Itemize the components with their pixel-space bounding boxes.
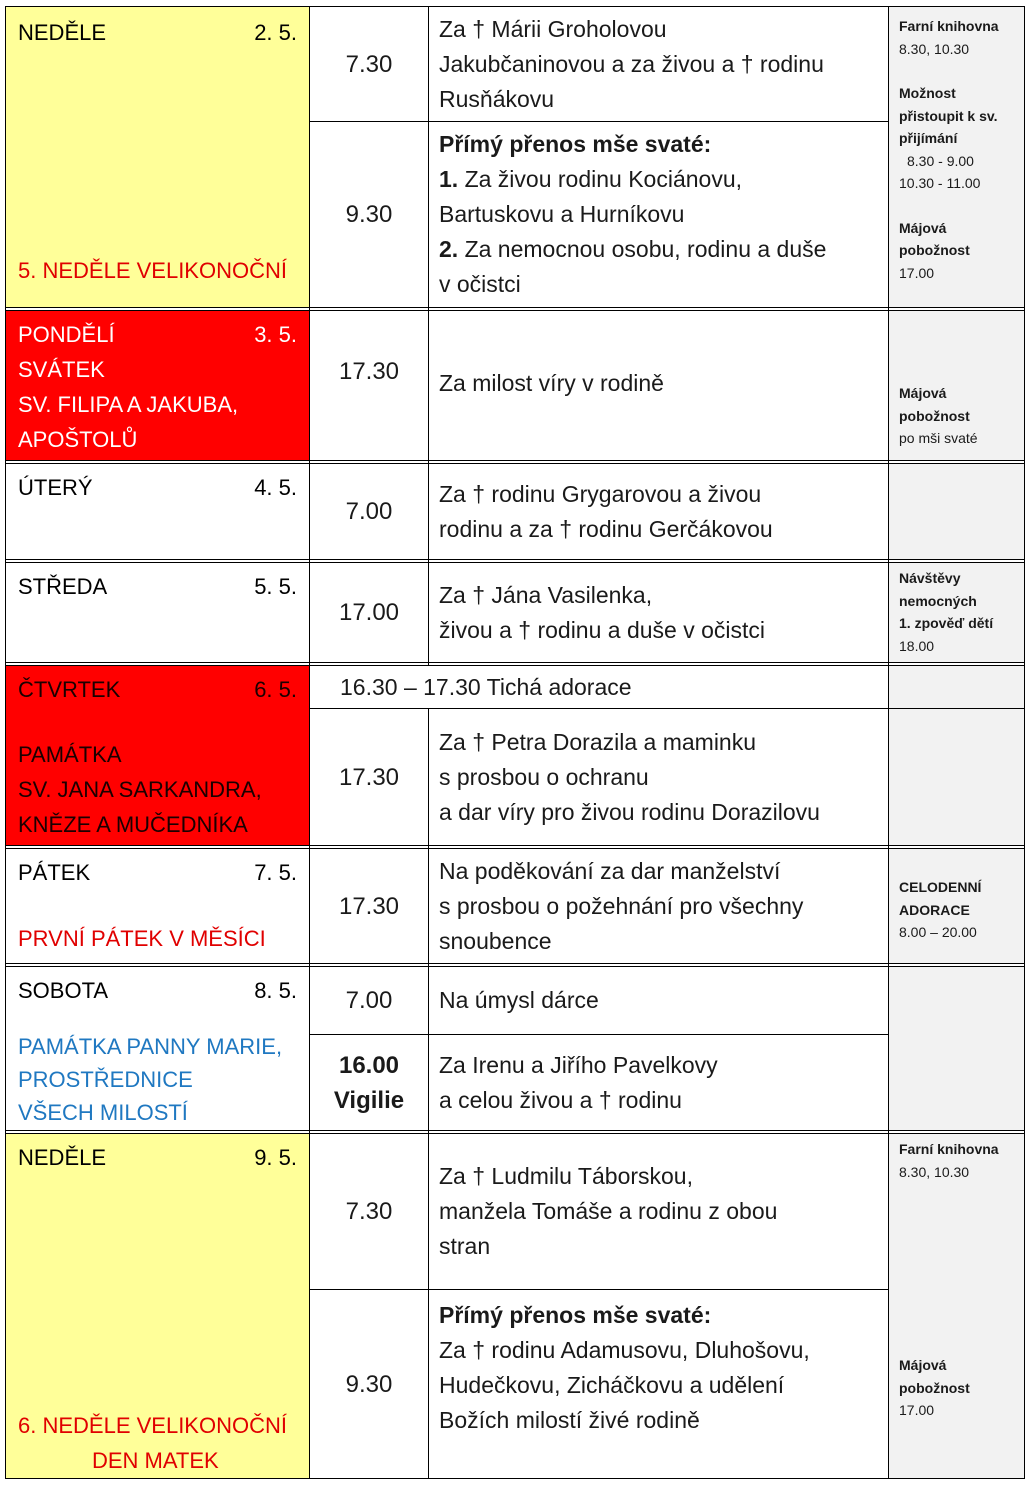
note-title: pobožnost bbox=[899, 242, 970, 258]
day-name: STŘEDA bbox=[18, 574, 108, 599]
day-cell-friday-7-5 bbox=[6, 849, 309, 963]
day-name: SOBOTA bbox=[18, 978, 109, 1003]
row-divider bbox=[5, 559, 1025, 560]
intention-line: Za † rodinu Grygarovou a živou bbox=[439, 480, 762, 507]
mass-time-text: 17.30 bbox=[338, 763, 400, 791]
note-value: 17.00 bbox=[899, 264, 935, 281]
day-cell-tuesday-4-5 bbox=[6, 464, 309, 559]
note-title: přistoupit k sv. bbox=[899, 107, 998, 124]
mass-time bbox=[310, 311, 428, 431]
day-date: 8. 5. bbox=[254, 978, 297, 1003]
day-name: NEDĚLE bbox=[18, 1145, 107, 1170]
note-value: 10.30 - 11.00 bbox=[899, 175, 981, 191]
note-value: 8.30 - 9.00 bbox=[907, 152, 974, 169]
row-divider bbox=[5, 845, 1025, 846]
intention-line: Hudečkovu, Zicháčkovu a udělení bbox=[439, 1372, 785, 1398]
row-divider bbox=[5, 665, 1025, 666]
day-cell-sunday-9-5 bbox=[6, 1134, 309, 1478]
day-cell-wednesday-5-5 bbox=[6, 563, 309, 662]
column-divider bbox=[428, 708, 429, 1479]
item-text: Za živou rodinu Kociánovu, bbox=[464, 166, 743, 192]
intention-line: Za † rodinu Adamusovu, Dluhošovu, bbox=[439, 1337, 810, 1363]
row-divider bbox=[5, 307, 1025, 308]
mass-time bbox=[310, 7, 428, 121]
intention-line: a dar víry pro živou rodinu Dorazilovu bbox=[439, 798, 820, 825]
note-title: Možnost bbox=[899, 85, 956, 101]
note-title: nemocných bbox=[899, 592, 977, 609]
mass-time bbox=[310, 563, 428, 662]
liturgical-note: DEN MATEK bbox=[92, 1448, 219, 1473]
mass-time-text: 9.30 bbox=[345, 201, 393, 228]
intention-line: Jakubčaninovou a za živou a † rodinu bbox=[439, 50, 824, 77]
mass-intention bbox=[429, 967, 888, 1034]
mass-time-text: 7.00 bbox=[345, 498, 393, 525]
intention-item bbox=[439, 232, 878, 267]
day-name: PONDĚLÍ bbox=[18, 322, 115, 347]
mass-time-text: 17.30 bbox=[338, 357, 400, 385]
liturgical-note: VŠECH MILOSTÍ bbox=[18, 1100, 188, 1125]
column-divider bbox=[888, 6, 889, 1479]
side-notes bbox=[889, 1134, 1024, 1478]
liturgical-note: PROSTŘEDNICE bbox=[18, 1067, 193, 1092]
day-cell-sunday-2-5 bbox=[6, 7, 309, 307]
mass-time-text: 9.30 bbox=[345, 1370, 393, 1398]
liturgical-note: SV. JANA SARKANDRA, bbox=[18, 777, 262, 802]
intention-line: stran bbox=[439, 1233, 491, 1259]
mass-time bbox=[310, 849, 428, 963]
liturgical-note: PAMÁTKA PANNY MARIE, bbox=[18, 1034, 283, 1059]
liturgical-note: KNĚZE A MUČEDNÍKA bbox=[18, 812, 248, 837]
table-border bbox=[5, 6, 6, 1479]
intention-line: rodinu a za † rodinu Gerčákovou bbox=[439, 515, 773, 542]
note-title: přijímání bbox=[899, 130, 958, 146]
intention-item bbox=[439, 162, 878, 197]
note-title: Májová bbox=[899, 219, 947, 236]
column-divider bbox=[309, 6, 310, 1479]
side-notes bbox=[889, 849, 1024, 963]
side-notes-empty bbox=[889, 967, 1024, 1130]
note-title: Farní knihovna bbox=[899, 1141, 999, 1157]
mass-time bbox=[310, 464, 428, 559]
day-date: 4. 5. bbox=[254, 475, 297, 500]
row-divider bbox=[5, 1133, 1025, 1134]
mass-intention bbox=[429, 1134, 888, 1289]
row-divider bbox=[5, 848, 1025, 849]
mass-time bbox=[310, 122, 428, 307]
side-notes bbox=[889, 563, 1024, 662]
row-divider bbox=[5, 1130, 1025, 1131]
day-date: 6. 5. bbox=[254, 677, 297, 702]
intention-line: Za milost víry v rodině bbox=[439, 370, 664, 396]
note-value: 17.00 bbox=[899, 1402, 935, 1418]
day-name: ČTVRTEK bbox=[18, 677, 121, 702]
day-name: ÚTERÝ bbox=[18, 475, 93, 500]
note-title: Májová bbox=[899, 1357, 947, 1373]
note-title: pobožnost bbox=[899, 1379, 970, 1396]
note-title: pobožnost bbox=[899, 407, 970, 424]
intention-line: snoubence bbox=[439, 927, 552, 954]
mass-intention bbox=[429, 7, 888, 121]
intention-line: s prosbou o ochranu bbox=[439, 763, 649, 790]
day-date: 9. 5. bbox=[254, 1145, 297, 1170]
table-border bbox=[5, 1478, 1025, 1479]
mass-divider bbox=[309, 1034, 889, 1035]
side-notes bbox=[889, 7, 1024, 307]
mass-intention bbox=[429, 311, 888, 460]
day-cell-thursday-6-5 bbox=[6, 666, 309, 845]
intention-line: Božích milostí živé rodině bbox=[439, 1407, 700, 1433]
table-border bbox=[1024, 6, 1025, 1479]
item-text-cont: Bartuskovu a Hurníkovu bbox=[439, 201, 685, 227]
row-divider bbox=[5, 963, 1025, 964]
row-divider bbox=[5, 460, 1025, 461]
liturgical-note: APOŠTOLŮ bbox=[18, 427, 138, 452]
note-title: Farní knihovna bbox=[899, 18, 999, 34]
day-date: 7. 5. bbox=[254, 860, 297, 885]
side-notes-empty bbox=[889, 464, 1024, 559]
mass-time-text: 17.30 bbox=[338, 892, 400, 920]
mass-intention bbox=[429, 464, 888, 559]
row-divider bbox=[5, 310, 1025, 311]
mass-time bbox=[310, 709, 428, 845]
day-date: 5. 5. bbox=[254, 574, 297, 599]
item-number: 1. bbox=[439, 166, 459, 192]
item-text: Za nemocnou osobu, rodinu a duše bbox=[464, 236, 827, 262]
mass-time-text: 7.00 bbox=[345, 987, 393, 1014]
note-title: Návštěvy bbox=[899, 570, 961, 586]
intention-line: Za † Jána Vasilenka, bbox=[439, 581, 653, 608]
day-name: NEDĚLE bbox=[18, 20, 107, 45]
mass-intention bbox=[429, 1035, 888, 1130]
livestream-heading: Přímý přenos mše svaté: bbox=[439, 131, 712, 157]
item-number: 2. bbox=[439, 236, 459, 262]
row-divider bbox=[5, 562, 1025, 563]
liturgical-note: PRVNÍ PÁTEK V MĚSÍCI bbox=[18, 926, 266, 951]
day-date: 2. 5. bbox=[254, 20, 297, 45]
note-value: 8.30, 10.30 bbox=[899, 40, 970, 57]
note-value: 8.30, 10.30 bbox=[899, 1163, 970, 1180]
item-text-cont: v očistci bbox=[439, 271, 521, 297]
mass-divider bbox=[309, 121, 889, 122]
intention-line: Za † Ludmilu Táborskou, bbox=[439, 1163, 693, 1189]
intention-line: Za Irenu a Jiřího Pavelkovy bbox=[439, 1051, 718, 1078]
livestream-heading: Přímý přenos mše svaté: bbox=[439, 1302, 712, 1328]
adoration-banner bbox=[310, 666, 888, 708]
day-date: 3. 5. bbox=[254, 322, 297, 347]
liturgical-note: 6. NEDĚLE VELIKONOČNÍ bbox=[18, 1413, 287, 1438]
intention-line: a celou živou a † rodinu bbox=[439, 1086, 682, 1113]
mass-time bbox=[310, 1290, 428, 1478]
day-name: PÁTEK bbox=[18, 860, 91, 885]
note-title: Májová bbox=[899, 385, 947, 401]
intention-line: živou a † rodinu a duše v očistci bbox=[439, 616, 766, 643]
intention-line: Na úmysl dárce bbox=[439, 987, 599, 1013]
note-title: ADORACE bbox=[899, 901, 970, 918]
mass-time-text: 17.00 bbox=[338, 599, 400, 626]
liturgical-note: 5. NEDĚLE VELIKONOČNÍ bbox=[18, 258, 287, 283]
row-divider bbox=[5, 463, 1025, 464]
table-border bbox=[5, 6, 1025, 7]
mass-intention bbox=[429, 709, 888, 845]
side-notes-empty bbox=[889, 666, 1024, 708]
mass-time-text: 7.30 bbox=[345, 1198, 393, 1225]
mass-time bbox=[310, 967, 428, 1034]
note-title: 1. zpověď dětí bbox=[899, 615, 994, 631]
side-notes-empty bbox=[889, 709, 1024, 845]
liturgical-note: PAMÁTKA bbox=[18, 742, 122, 767]
note-value: 8.00 – 20.00 bbox=[899, 924, 977, 940]
vigil-label: Vigilie bbox=[333, 1086, 405, 1114]
day-cell-saturday-8-5 bbox=[6, 967, 309, 1130]
side-notes bbox=[889, 311, 1024, 460]
intention-line: Rusňákovu bbox=[439, 85, 555, 112]
mass-time-text: 16.00 bbox=[338, 1051, 400, 1079]
mass-divider bbox=[309, 1289, 889, 1290]
intention-line: Na poděkování za dar manželství bbox=[439, 857, 781, 884]
note-value: po mši svaté bbox=[899, 430, 978, 446]
mass-divider bbox=[309, 708, 1025, 709]
liturgical-note: SV. FILIPA A JAKUBA, bbox=[18, 392, 239, 417]
mass-intention bbox=[429, 849, 888, 963]
row-divider bbox=[5, 662, 1025, 663]
intention-line: Za † Márii Groholovou bbox=[439, 15, 667, 42]
mass-time-text: 7.30 bbox=[345, 50, 393, 78]
mass-time bbox=[310, 1134, 428, 1289]
mass-intention bbox=[429, 563, 888, 662]
row-divider bbox=[5, 966, 1025, 967]
mass-intention bbox=[429, 1290, 888, 1478]
mass-time bbox=[310, 1035, 428, 1130]
intention-line: Za † Petra Dorazila a maminku bbox=[439, 728, 757, 755]
intention-line: manžela Tomáše a rodinu z obou bbox=[439, 1198, 778, 1224]
mass-intention bbox=[429, 122, 888, 307]
column-divider bbox=[428, 6, 429, 666]
day-cell-monday-3-5 bbox=[6, 311, 309, 460]
note-title: CELODENNÍ bbox=[899, 879, 982, 895]
adoration-text: 16.30 – 17.30 Tichá adorace bbox=[340, 673, 632, 700]
liturgical-note: SVÁTEK bbox=[18, 357, 105, 382]
note-value: 18.00 bbox=[899, 637, 935, 654]
intention-line: s prosbou o požehnání pro všechny bbox=[439, 892, 804, 919]
